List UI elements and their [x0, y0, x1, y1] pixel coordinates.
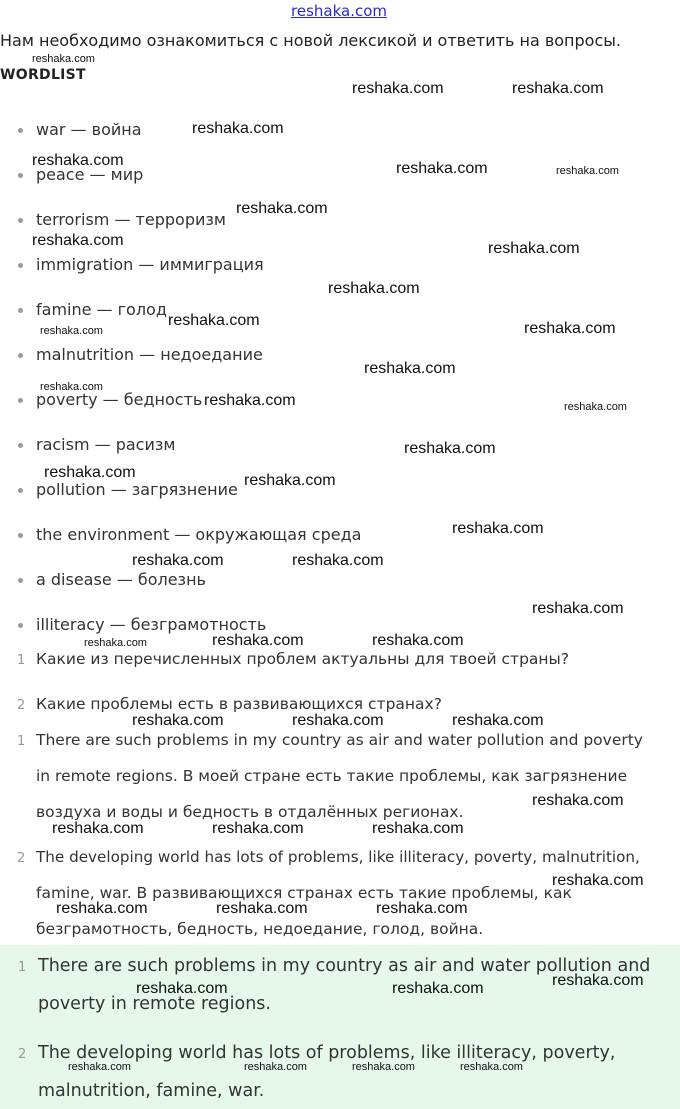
watermark: reshaka.com: [532, 792, 624, 809]
question-text: Какие проблемы есть в развивающихся странах?: [36, 695, 442, 713]
answer-number: 2: [17, 851, 26, 866]
word-item: famine — голод: [36, 300, 167, 319]
watermark: reshaka.com: [328, 280, 420, 297]
highlighted-line: There are such problems in my country as air and water pollution and: [38, 956, 651, 976]
watermark: reshaka.com: [132, 552, 224, 569]
watermark: reshaka.com: [292, 712, 384, 729]
word-item: terrorism — терроризм: [36, 210, 226, 229]
watermark: reshaka.com: [44, 464, 136, 481]
watermark: reshaka.com: [376, 900, 468, 917]
watermark: reshaka.com: [32, 152, 124, 169]
watermark: reshaka.com: [556, 165, 619, 177]
highlighted-line: poverty in remote regions.: [38, 994, 271, 1014]
word-item: a disease — болезнь: [36, 570, 206, 589]
watermark: reshaka.com: [236, 200, 328, 217]
bullet-icon: [18, 353, 23, 358]
watermark: reshaka.com: [564, 401, 627, 413]
wordlist-heading: WORDLIST: [0, 67, 86, 83]
watermark: reshaka.com: [532, 600, 624, 617]
watermark: reshaka.com: [460, 1061, 523, 1073]
watermark: reshaka.com: [396, 160, 488, 177]
answer-line: There are such problems in my country as air and water pollution and poverty: [36, 731, 643, 749]
watermark: reshaka.com: [372, 632, 464, 649]
watermark: reshaka.com: [552, 872, 644, 889]
watermark: reshaka.com: [352, 1061, 415, 1073]
watermark: reshaka.com: [244, 472, 336, 489]
word-item: peace — мир: [36, 165, 144, 184]
bullet-icon: [18, 263, 23, 268]
bullet-icon: [18, 173, 23, 178]
bullet-icon: [18, 488, 23, 493]
bullet-icon: [18, 578, 23, 583]
question-text: Какие из перечисленных проблем актуальны для твоей страны?: [36, 650, 570, 668]
watermark: reshaka.com: [488, 240, 580, 257]
intro-text: Нам необходимо ознакомиться с новой лексикой и ответить на вопросы.: [0, 31, 621, 50]
answer-line: famine, war. В развивающихся странах есть такие проблемы, как: [36, 884, 572, 902]
highlighted-line: The developing world has lots of problems, like illiteracy, poverty,: [38, 1043, 616, 1063]
watermark: reshaka.com: [372, 820, 464, 837]
bullet-icon: [18, 623, 23, 628]
watermark: reshaka.com: [136, 980, 228, 997]
highlighted-line: malnutrition, famine, war.: [38, 1081, 265, 1101]
watermark: reshaka.com: [244, 1061, 307, 1073]
watermark: reshaka.com: [204, 392, 296, 409]
bullet-icon: [18, 533, 23, 538]
word-item: poverty — бедность: [36, 390, 203, 409]
watermark: reshaka.com: [52, 820, 144, 837]
word-item: the environment — окружающая среда: [36, 525, 362, 544]
watermark: reshaka.com: [552, 972, 644, 989]
watermark: reshaka.com: [212, 820, 304, 837]
word-item: immigration — иммиграция: [36, 255, 264, 274]
word-item: racism — расизм: [36, 435, 176, 454]
question-number: 2: [17, 698, 26, 713]
site-link[interactable]: reshaka.com: [291, 2, 387, 20]
watermark: reshaka.com: [364, 360, 456, 377]
watermark: reshaka.com: [84, 637, 147, 649]
watermark: reshaka.com: [192, 120, 284, 137]
answer-number: 1: [18, 960, 27, 975]
watermark: reshaka.com: [32, 53, 95, 65]
watermark: reshaka.com: [132, 712, 224, 729]
answer-number: 1: [17, 734, 26, 749]
watermark: reshaka.com: [56, 900, 148, 917]
bullet-icon: [18, 308, 23, 313]
watermark: reshaka.com: [212, 632, 304, 649]
bullet-icon: [18, 398, 23, 403]
bullet-icon: [18, 218, 23, 223]
bullet-icon: [18, 443, 23, 448]
watermark: reshaka.com: [392, 980, 484, 997]
watermark: reshaka.com: [68, 1061, 131, 1073]
watermark: reshaka.com: [452, 520, 544, 537]
answer-line: The developing world has lots of problems, like illiteracy, poverty, malnutrition,: [36, 848, 640, 866]
word-item: war — война: [36, 120, 142, 139]
watermark: reshaka.com: [352, 80, 444, 97]
watermark: reshaka.com: [404, 440, 496, 457]
watermark: reshaka.com: [292, 552, 384, 569]
watermark: reshaka.com: [168, 312, 260, 329]
answer-number: 2: [18, 1047, 27, 1062]
watermark: reshaka.com: [452, 712, 544, 729]
answer-line: воздуха и воды и бедность в отдалённых регионах.: [36, 803, 464, 821]
watermark: reshaka.com: [32, 232, 124, 249]
word-item: pollution — загрязнение: [36, 480, 238, 499]
word-item: malnutrition — недоедание: [36, 345, 263, 364]
watermark: reshaka.com: [216, 900, 308, 917]
watermark: reshaka.com: [524, 320, 616, 337]
word-item: illiteracy — безграмотность: [36, 615, 267, 634]
bullet-icon: [18, 128, 23, 133]
watermark: reshaka.com: [512, 80, 604, 97]
answer-line: безграмотность, бедность, недоедание, голод, война.: [36, 920, 484, 938]
answer-line: in remote regions. В моей стране есть такие проблемы, как загрязнение: [36, 767, 628, 785]
watermark: reshaka.com: [40, 325, 103, 337]
question-number: 1: [17, 653, 26, 668]
watermark: reshaka.com: [40, 381, 103, 393]
